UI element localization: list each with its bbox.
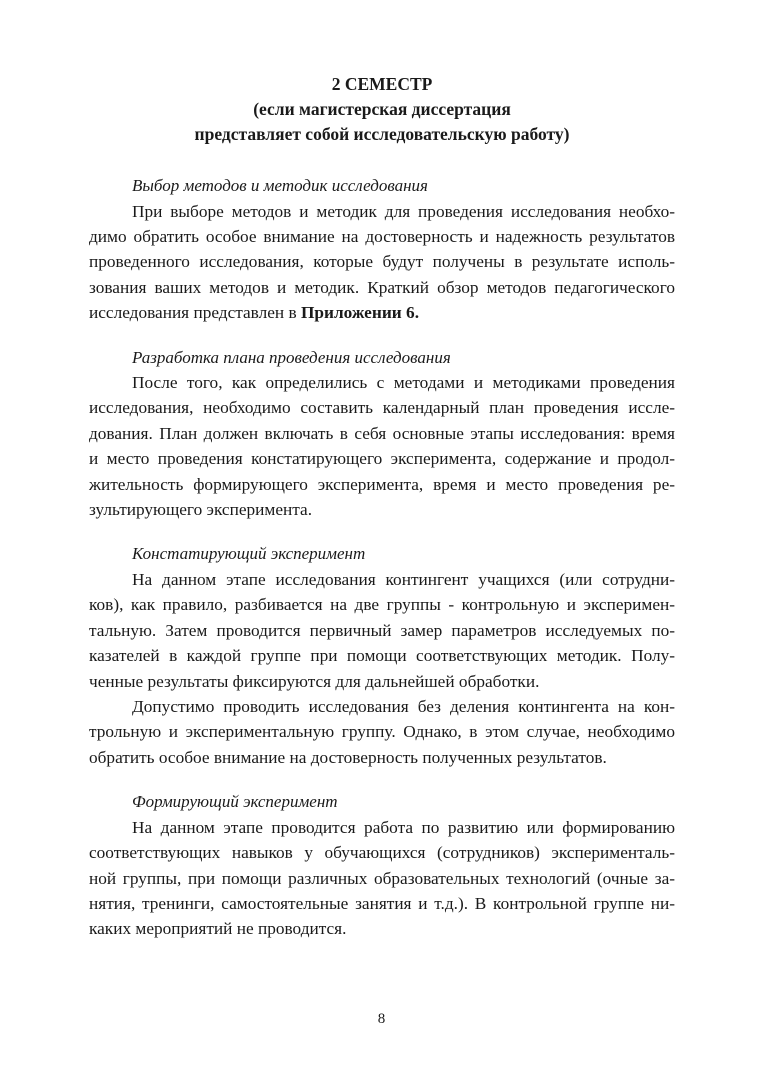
document-page [89,64,675,942]
heading-line-1: 2 СЕМЕСТР [331,74,433,94]
text-line: трольную и экспериментальную группу. Однако, в этом случае, необходимо [89,722,675,742]
text-line-start: исследования представлен в [89,303,297,323]
heading-line-3: представляет собой исследовательскую работу) [194,124,570,144]
text-line: тальную. Затем проводится первичный замер параметров исследуемых по- [89,620,675,640]
paragraph [89,567,675,694]
text-line: нятия, тренинги, самостоятельные занятия и т.д.). В контрольной группе ни- [89,893,675,913]
text-line: После того, как определились с методами и методиками проведения [132,373,675,393]
text-line: ной группы, при помощи различных образовательных технологий (очные за- [89,868,675,888]
text-line: зования ваших методов и методик. Краткий обзор методов педагогического [89,277,675,297]
text-line: При выборе методов и методик для проведения исследования необхо- [132,201,675,221]
text-line: дования. План должен включать в себя основные этапы исследования: время [89,423,675,443]
paragraph [89,370,675,522]
section-title: Формирующий эксперимент [132,792,338,812]
section-plan [89,345,675,523]
text-line: Допустимо проводить исследования без деления контингента на кон- [132,697,675,716]
page-heading [89,72,675,147]
text-line: ков), как правило, разбивается на две группы - контрольную и эксперимен- [89,595,675,615]
section-ascertaining-experiment [89,541,675,770]
text-line: казателей в каждой группе при помощи соответствующих методик. Полу- [89,646,675,666]
paragraph [89,199,675,326]
text-line: зультирующего эксперимента. [89,500,313,520]
section-methods [89,173,675,326]
text-line: На данном этапе исследования контингент учащихся (или сотрудни- [132,569,675,589]
appendix-reference: Приложении 6. [300,303,420,323]
page-number: 8 [377,1011,386,1027]
section-title: Разработка плана проведения исследования [132,347,451,367]
text-line: На данном этапе проводится работа по развитию или формированию [132,817,675,837]
text-line: каких мероприятий не проводится. [89,919,347,939]
paragraph [89,815,675,942]
text-line: димо обратить особое внимание на достоверность и надежность результатов [89,226,675,246]
section-title: Выбор методов и методик исследования [132,176,428,195]
text-line: соответствующих навыков у обучающихся (сотрудников) эксперименталь- [89,843,675,863]
heading-line-2: (если магистерская диссертация [253,99,511,119]
text-line: ченные результаты фиксируются для дальнейшей обработки. [89,671,540,691]
text-line [89,300,675,325]
section-formative-experiment [89,789,675,942]
text-line: обратить особое внимание на достоверность полученных результатов. [89,747,607,767]
text-line: исследования, необходимо составить календарный план проведения иссле- [89,398,675,418]
text-line: проведенного исследования, которые будут получены в результате исполь- [89,252,675,272]
section-title: Констатирующий эксперимент [132,544,366,564]
text-line: жительность формирующего эксперимента, время и место проведения ре- [89,474,675,494]
text-line: и место проведения констатирующего эксперимента, содержание и продол- [89,449,675,469]
paragraph [89,694,675,770]
